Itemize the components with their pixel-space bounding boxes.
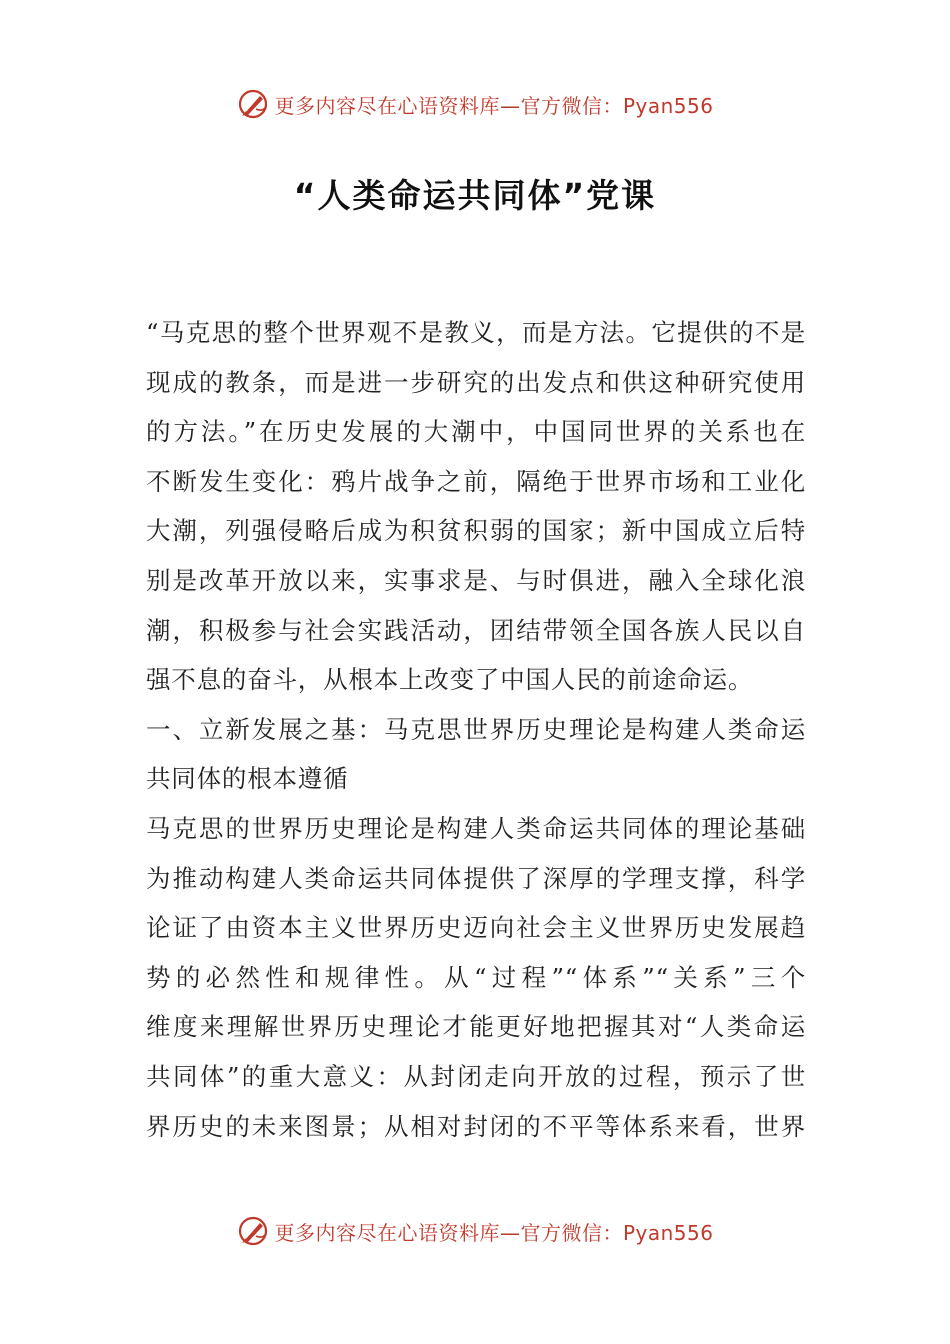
document-body xyxy=(146,308,806,1151)
banner-dash: — xyxy=(499,93,521,118)
footer-banner-text xyxy=(274,1217,713,1246)
body-line: “马克思的整个世界观不是教义，而是方法。它提供的不是 xyxy=(146,318,806,347)
body-line: 共同体”的重大意义：从封闭走向开放的过程，预示了世 xyxy=(146,1061,806,1091)
banner-site-text: 更多内容尽在心语资料库 xyxy=(274,93,500,118)
banner-site-text: 更多内容尽在心语资料库 xyxy=(274,1220,500,1245)
pen-logo-icon xyxy=(236,87,270,121)
body-line: 不断发生变化：鸦片战争之前，隔绝于世界市场和工业化 xyxy=(146,466,806,496)
section-heading-line: 共同体的根本遵循 xyxy=(146,764,349,794)
header-banner xyxy=(0,84,950,124)
banner-wechat-text: 官方微信：Pyan556 xyxy=(520,1220,714,1245)
footer-banner xyxy=(0,1211,950,1251)
body-line: 现成的教条，而是进一步研究的出发点和供这种研究使用 xyxy=(146,367,806,397)
section-heading-line: 一、立新发展之基：马克思世界历史理论是构建人类命运 xyxy=(146,714,806,744)
document-title: “人类命运共同体”党课 xyxy=(293,176,657,215)
pen-logo-icon xyxy=(236,1214,270,1248)
body-line: 势的必然性和规律性。从“过程”“体系”“关系”三个 xyxy=(146,962,806,992)
body-line: 强不息的奋斗，从根本上改变了中国人民的前途命运。 xyxy=(146,665,754,695)
body-line: 别是改革开放以来，实事求是、与时俱进，融入全球化浪 xyxy=(146,565,806,595)
body-line: 为推动构建人类命运共同体提供了深厚的学理支撑，科学 xyxy=(146,863,806,893)
banner-wechat-text: 官方微信：Pyan556 xyxy=(520,93,714,118)
body-line: 马克思的世界历史理论是构建人类命运共同体的理论基础 xyxy=(146,813,806,843)
body-line: 界历史的未来图景；从相对封闭的不平等体系来看，世界 xyxy=(146,1111,806,1141)
body-line: 论证了由资本主义世界历史迈向社会主义世界历史发展趋 xyxy=(146,913,806,943)
body-line: 大潮，列强侵略后成为积贫积弱的国家；新中国成立后特 xyxy=(146,516,806,546)
header-banner-text xyxy=(274,90,713,119)
body-line: 维度来理解世界历史理论才能更好地把握其对“人类命运 xyxy=(146,1012,806,1042)
body-line: 潮，积极参与社会实践活动，团结带领全国各族人民以自 xyxy=(146,615,806,645)
banner-dash: — xyxy=(499,1220,521,1245)
body-line: 的方法。”在历史发展的大潮中，中国同世界的关系也在 xyxy=(146,417,806,447)
